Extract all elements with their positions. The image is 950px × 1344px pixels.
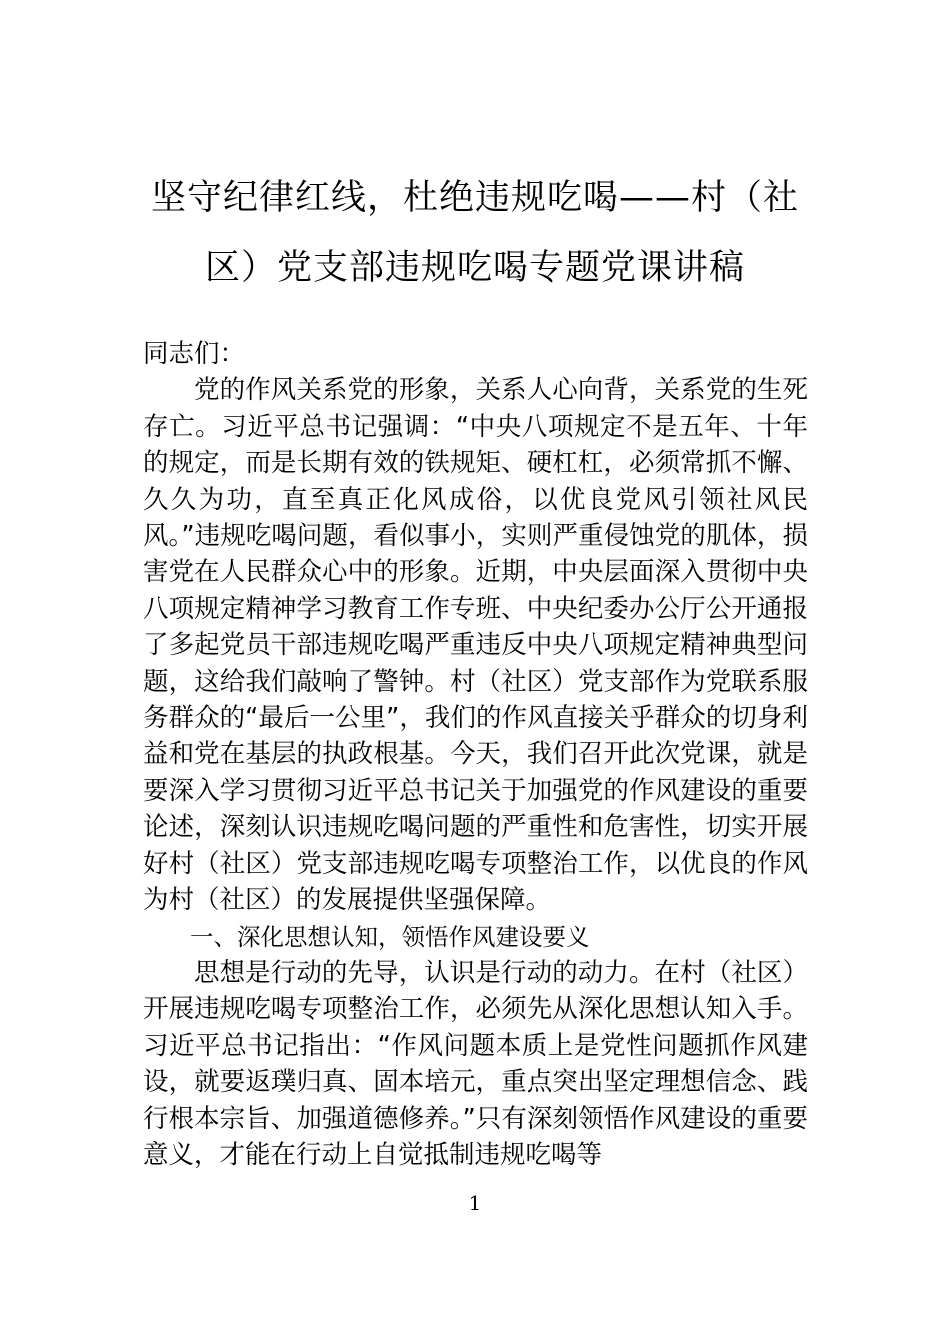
- body-paragraph: 党的作风关系党的形象，关系人心向背，关系党的生死存亡。习近平总书记强调：“中央八项规定不是五年、十年的规定，而是长期有效的铁规矩、硬杠杠，必须常抓不懈、久久为功，直至真正化风成俗，以优良党风引领社风民风。”违规吃喝问题，看似事小，实则严重侵蚀党的肌体，损害党在人民群众心中的形象。近期，中央层面深入贯彻中央八项规定精神学习教育工作专班、中央纪委办公厅公开通报了多起党员干部违规吃喝严重违反中央八项规定精神典型问题，这给我们敲响了警钟。村（社区）党支部作为党联系服务群众的“最后一公里”，我们的作风直接关乎群众的切身利益和党在基层的执政根基。今天，我们召开此次党课，就是要深入学习贯彻习近平总书记关于加强党的作风建设的重要论述，深刻认识违规吃喝问题的严重性和危害性，切实开展好村（社区）党支部违规吃喝专项整治工作，以优良的作风为村（社区）的发展提供坚强保障。: [143, 375, 808, 916]
- salutation: 同志们：: [143, 339, 246, 369]
- document-title: 坚守纪律红线，杜绝违规吃喝——村（社区）党支部违规吃喝专题党课讲稿: [150, 178, 799, 288]
- page-number: 1: [468, 1191, 482, 1215]
- body-paragraph: 思想是行动的先导，认识是行动的动力。在村（社区）开展违规吃喝专项整治工作，必须先从深化思想认知入手。习近平总书记指出：“作风问题本质上是党性问题抓作风建设，就要返璞归真、固本培元，重点突出坚定理想信念、践行根本宗旨、加强道德修养。”只有深刻领悟作风建设的重要意义，才能在行动上自觉抵制违规吃喝等: [143, 957, 808, 1170]
- document-body: [143, 336, 808, 1173]
- section-heading: 一、深化思想认知，领悟作风建设要义: [190, 922, 590, 951]
